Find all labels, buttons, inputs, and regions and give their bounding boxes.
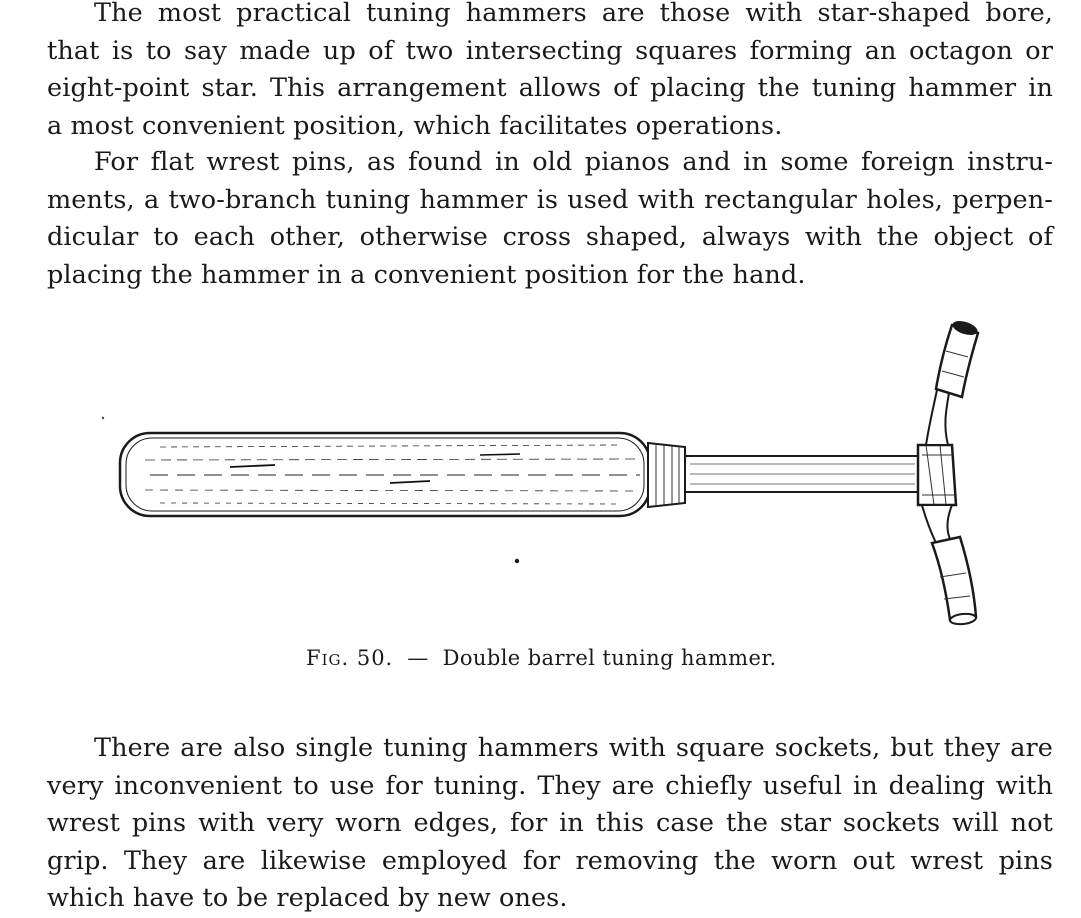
caption-text: Double barrel tuning hammer. (442, 646, 777, 670)
text-line: which have to be replaced by new ones. (47, 883, 568, 913)
tuning-hammer-illustration (100, 315, 1000, 635)
paragraph-single-tuning-hammers (47, 730, 1053, 918)
hammer-handle (120, 433, 650, 516)
upper-barrel (926, 318, 979, 445)
figure-number: Fig. 50. (306, 646, 394, 670)
text-line: The most practical tuning hammers are those with star-shaped bore, (94, 0, 1053, 28)
caption-separator: — (407, 646, 429, 670)
figure-caption (306, 643, 777, 673)
text-line: wrest pins with very worn edges, for in this case the star sockets will not (47, 808, 1053, 838)
figure-tuning-hammer (100, 315, 1000, 635)
paragraph-flat-wrest-pins (47, 144, 1053, 294)
text-line: dicular to each other, otherwise cross shaped, always with the object of (47, 222, 1053, 252)
text-line: a most convenient position, which facilitates operations. (47, 110, 783, 141)
print-speck (102, 417, 104, 419)
hammer-ferrule (648, 443, 685, 507)
lower-barrel (922, 505, 976, 625)
text-line: grip. They are likewise employed for removing the worn out wrest pins (47, 845, 1053, 876)
text-line: very inconvenient to use for tuning. They are chiefly useful in dealing with (47, 770, 1053, 801)
text-line: eight-point star. This arrangement allows of placing the tuning hammer in (47, 73, 1053, 103)
hammer-shaft (685, 456, 920, 492)
paragraph-star-shaped-bore (47, 0, 1053, 145)
hammer-head (918, 445, 956, 505)
print-speck (515, 559, 519, 563)
text-line: that is to say made up of two intersecting squares forming an octagon or (47, 35, 1053, 66)
text-line: There are also single tuning hammers with square sockets, but they are (94, 733, 1053, 763)
text-line: ments, a two-branch tuning hammer is used with rectangular holes, perpen- (47, 184, 1053, 215)
text-line: placing the hammer in a convenient position for the hand. (47, 259, 806, 290)
text-line: For flat wrest pins, as found in old pianos and in some foreign instru- (94, 147, 1053, 177)
